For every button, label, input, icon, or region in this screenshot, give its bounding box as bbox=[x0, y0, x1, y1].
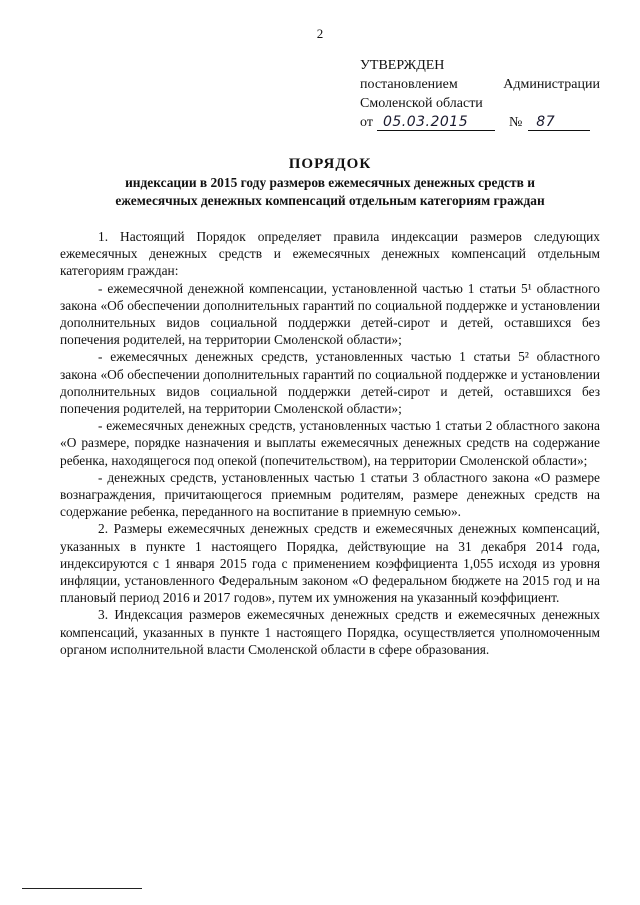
approval-line-1 bbox=[360, 75, 600, 94]
approval-title: УТВЕРЖДЕН bbox=[360, 58, 445, 73]
paragraph-1: 1. Настоящий Порядок определяет правила индексации размеров следующих ежемесячных денежных средств и ежемесячных денежных компенсаций отдельным категориям граждан: bbox=[60, 229, 600, 279]
approval-date-field bbox=[377, 115, 495, 131]
approval-line1-left: постановлением bbox=[360, 77, 458, 92]
document-subtitle-line-2: ежемесячных денежных компенсаций отдельным категориям граждан bbox=[115, 193, 545, 208]
approval-date-row bbox=[360, 113, 600, 132]
paragraph-1-item-4: - денежных средств, установленных частью 1 статьи 3 областного закона «О размере вознаграждения, причитающегося приемным родителям, размере денежных средств на содержание ребенка, переданного на воспитание в приемную семью». bbox=[60, 469, 600, 520]
approval-line1-right: Администрации bbox=[503, 77, 600, 92]
paragraph-1-item-1: - ежемесячной денежной компенсации, установленной частью 1 статьи 5¹ областного закона «Об обеспечении дополнительных гарантий по социальной поддержке и установлении дополнительных видов социальной поддержки детей-сирот и детей, оставшихся без попечения родителей, на территории Смоленской области»; bbox=[60, 280, 600, 348]
paragraph-3: 3. Индексация размеров ежемесячных денежных средств и ежемесячных денежных компенсаций, указанных в пункте 1 настоящего Порядка, осуществляется уполномоченным органом исполнительной власти Смоленской области в сфере образования. bbox=[60, 607, 600, 657]
approval-block bbox=[360, 56, 600, 132]
paragraph-2: 2. Размеры ежемесячных денежных средств и ежемесячных денежных компенсаций, указанных в пункте 1 настоящего Порядка, действующие на 31 декабря 2014 года, индексируются с 1 января 2015 года с применением коэффициента 1,055 исходя из уровня инфляции, установленного Федеральным законом «О федеральном бюджете на 2015 год и на плановый период 2016 и 2017 годов», путем их умножения на указанный коэффициент. bbox=[60, 521, 600, 606]
paragraph-1-item-2: - ежемесячных денежных средств, установленных частью 1 статьи 5² областного закона «Об обеспечении дополнительных гарантий по социальной поддержке и установлении дополнительных видов социальной поддержки детей-сирот и детей, оставшихся без попечения родителей, на территории Смоленской области»; bbox=[60, 349, 600, 417]
number-label: № bbox=[508, 115, 523, 130]
document-heading bbox=[60, 155, 600, 210]
document-title: ПОРЯДОК bbox=[288, 156, 372, 172]
approval-number-field bbox=[528, 115, 590, 131]
approval-line-2: Смоленской области bbox=[360, 96, 483, 111]
from-label: от bbox=[360, 115, 373, 130]
document-subtitle-line-1: индексации в 2015 году размеров ежемесячных денежных средств и bbox=[125, 175, 535, 190]
handwritten-number: 87 bbox=[536, 114, 556, 130]
handwritten-date: 05.03.2015 bbox=[382, 114, 469, 130]
document-body bbox=[60, 228, 600, 658]
footer-rule bbox=[22, 888, 142, 889]
page-number: 2 bbox=[316, 26, 324, 41]
paragraph-1-item-3: - ежемесячных денежных средств, установленных частью 1 статьи 2 областного закона «О размере, порядке назначения и выплаты ежемесячных денежных средств на содержание ребенка, находящегося под опекой (попечительством), на территории Смоленской области»; bbox=[60, 418, 600, 468]
